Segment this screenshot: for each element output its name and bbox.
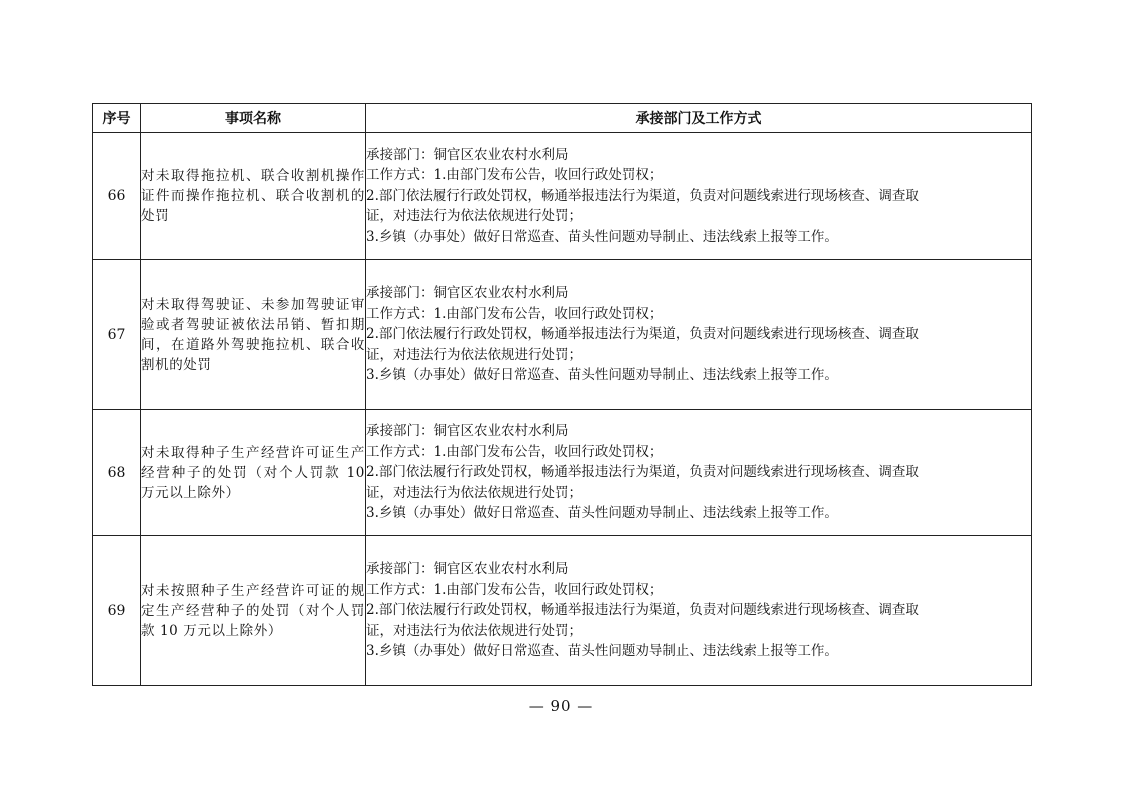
method-line-2: 2.部门依法履行行政处罚权，畅通举报违法行为渠道，负责对问题线索进行现场核查、调查取 [366,326,919,343]
method-line-2-cont: 证，对违法行为依法依规进行处罚； [366,208,582,225]
column-header-department-method: 承接部门及工作方式 [366,104,1032,133]
row-number: 69 [93,536,141,686]
method-line-2-cont: 证，对违法行为依法依规进行处罚； [366,484,582,501]
method-line-2: 2.部门依法履行行政处罚权，畅通举报违法行为渠道，负责对问题线索进行现场核查、调查取 [366,187,919,204]
department-line: 承接部门：铜官区农业农村水利局 [366,561,569,578]
table-header-row [93,104,1032,133]
method-line-3: 3.乡镇（办事处）做好日常巡查、苗头性问题劝导制止、违法线索上报等工作。 [366,505,838,522]
method-line-1: 工作方式：1.由部门发布公告，收回行政处罚权； [366,167,663,184]
method-line-1: 工作方式：1.由部门发布公告，收回行政处罚权； [366,581,663,598]
method-line-2-cont: 证，对违法行为依法依规进行处罚； [366,622,582,639]
item-name: 对未取得种子生产经营许可证生产经营种子的处罚（对个人罚款 10 万元以上除外） [141,410,366,536]
method-line-3: 3.乡镇（办事处）做好日常巡查、苗头性问题劝导制止、违法线索上报等工作。 [366,367,838,384]
item-name: 对未按照种子生产经营许可证的规定生产经营种子的处罚（对个人罚款 10 万元以上除外） [141,536,366,686]
department-method-cell [366,260,1032,410]
method-line-1: 工作方式：1.由部门发布公告，收回行政处罚权； [366,443,663,460]
table-row [93,410,1032,536]
department-line: 承接部门：铜官区农业农村水利局 [366,423,569,440]
item-name: 对未取得拖拉机、联合收割机操作证件而操作拖拉机、联合收割机的处罚 [141,133,366,260]
department-method-cell [366,536,1032,686]
table-row [93,260,1032,410]
method-line-2-cont: 证，对违法行为依法依规进行处罚； [366,346,582,363]
column-header-name: 事项名称 [141,104,366,133]
method-line-3: 3.乡镇（办事处）做好日常巡查、苗头性问题劝导制止、违法线索上报等工作。 [366,228,838,245]
method-line-2: 2.部门依法履行行政处罚权，畅通举报违法行为渠道，负责对问题线索进行现场核查、调查取 [366,464,919,481]
row-number: 66 [93,133,141,260]
method-line-1: 工作方式：1.由部门发布公告，收回行政处罚权； [366,305,663,322]
department-method-cell [366,133,1032,260]
column-header-number: 序号 [93,104,141,133]
row-number: 68 [93,410,141,536]
department-method-cell [366,410,1032,536]
authority-table [92,103,1032,686]
department-line: 承接部门：铜官区农业农村水利局 [366,146,569,163]
item-name: 对未取得驾驶证、未参加驾驶证审验或者驾驶证被依法吊销、暂扣期间，在道路外驾驶拖拉机、联合收割机的处罚 [141,260,366,410]
department-line: 承接部门：铜官区农业农村水利局 [366,285,569,302]
method-line-2: 2.部门依法履行行政处罚权，畅通举报违法行为渠道，负责对问题线索进行现场核查、调查取 [366,602,919,619]
table-row [93,536,1032,686]
row-number: 67 [93,260,141,410]
table-row [93,133,1032,260]
method-line-3: 3.乡镇（办事处）做好日常巡查、苗头性问题劝导制止、违法线索上报等工作。 [366,643,838,660]
page-number: — 90 — [528,697,594,715]
